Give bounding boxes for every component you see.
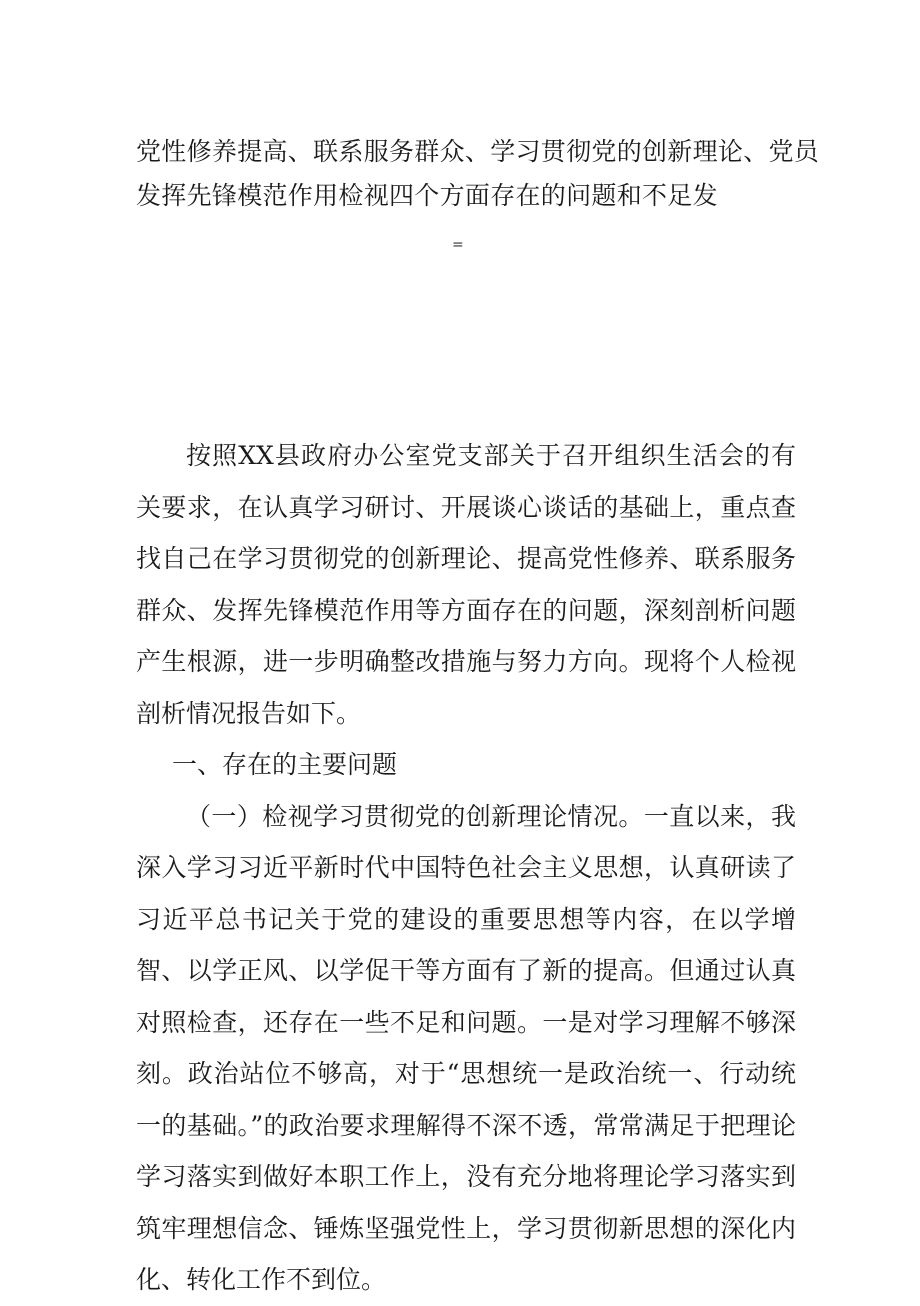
title-line-2: 发挥先锋模范作用检视四个方面存在的问题和不足发 — [136, 181, 718, 210]
small-mark: = — [452, 237, 464, 253]
subsection-paragraph: （一）检视学习贯彻党的创新理论情况。一直以来，我深入学习习近平新时代中国特色社会主义思想，认真研读了习近平总书记关于党的建设的重要思想等内容，在以学增智、以学正风、以学促干等方面有了新的提高。但通过认真对照检查，还存在一些不足和问题。一是对学习理解不够深刻。政治站位不够高，对于“思想统一是政治统一、行动统一的基础。”的政治要求理解得不深不透，常常满足于把理论学习落实到做好本职工作上，没有充分地将理论学习落实到筑牢理想信念、锤炼坚强党性上，学习贯彻新思想的深化内化、转化工作不到位。 — [136, 801, 796, 1294]
intro-paragraph: 按照XX县政府办公室党支部关于召开组织生活会的有关要求，在认真学习研讨、开展谈心谈话的基础上，重点查找自己在学习贯彻党的创新理论、提高党性修养、联系服务群众、发挥先锋模范作用等方面存在的问题，深刻剖析问题产生根源，进一步明确整改措施与努力方向。现将个人检视剖析情况报告如下。 — [136, 441, 796, 728]
document-body — [136, 430, 796, 1306]
title-line-1: 党性修养提高、联系服务群众、学习贯彻党的创新理论、党员 — [136, 137, 820, 166]
document-title — [136, 130, 820, 218]
section-heading: 一、存在的主要问题 — [172, 750, 398, 779]
